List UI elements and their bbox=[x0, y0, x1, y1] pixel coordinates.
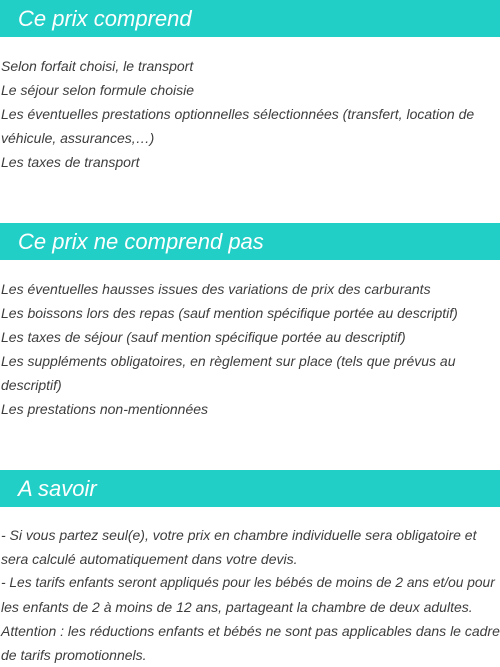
list-item: - Si vous partez seul(e), votre prix en chambre individuelle sera obligatoire et bbox=[1, 527, 477, 543]
section-body bbox=[0, 260, 500, 421]
list-item: Les prestations non-mentionnées bbox=[1, 401, 209, 417]
section-title: Ce prix comprend bbox=[18, 6, 192, 31]
list-item: véhicule, assurances,…) bbox=[1, 130, 155, 146]
section-body bbox=[0, 507, 500, 667]
section-header bbox=[0, 223, 500, 260]
section-header bbox=[0, 470, 500, 507]
list-item: les enfants de 2 à moins de 12 ans, partageant la chambre de deux adultes. bbox=[1, 599, 473, 615]
list-item: Les taxes de séjour (sauf mention spécifique portée au descriptif) bbox=[1, 329, 406, 345]
list-item: sera calculé automatiquement dans votre devis. bbox=[1, 551, 298, 567]
list-item: Les suppléments obligatoires, en règlement sur place (tels que prévus au bbox=[1, 353, 456, 369]
list-item: Selon forfait choisi, le transport bbox=[1, 58, 194, 74]
list-item: Les boissons lors des repas (sauf mention spécifique portée au descriptif) bbox=[1, 305, 458, 321]
section-good-to-know bbox=[0, 470, 500, 667]
list-item: - Les tarifs enfants seront appliqués pour les bébés de moins de 2 ans et/ou pour bbox=[1, 575, 495, 590]
section-body bbox=[0, 37, 500, 174]
section-header bbox=[0, 0, 500, 37]
list-item: Les éventuelles prestations optionnelles sélectionnées (transfert, location de bbox=[1, 106, 475, 122]
list-item: descriptif) bbox=[1, 377, 62, 393]
list-item: Le séjour selon formule choisie bbox=[1, 82, 194, 98]
list-item: de tarifs promotionnels. bbox=[1, 647, 147, 663]
list-item: Attention : les réductions enfants et bébés ne sont pas applicables dans le cadre bbox=[1, 623, 500, 639]
section-title: A savoir bbox=[18, 476, 97, 501]
section-title: Ce prix ne comprend pas bbox=[18, 229, 264, 254]
section-price-excludes bbox=[0, 223, 500, 421]
list-item: Les taxes de transport bbox=[1, 154, 140, 170]
list-item: Les éventuelles hausses issues des variations de prix des carburants bbox=[1, 281, 431, 297]
section-price-includes bbox=[0, 0, 500, 174]
